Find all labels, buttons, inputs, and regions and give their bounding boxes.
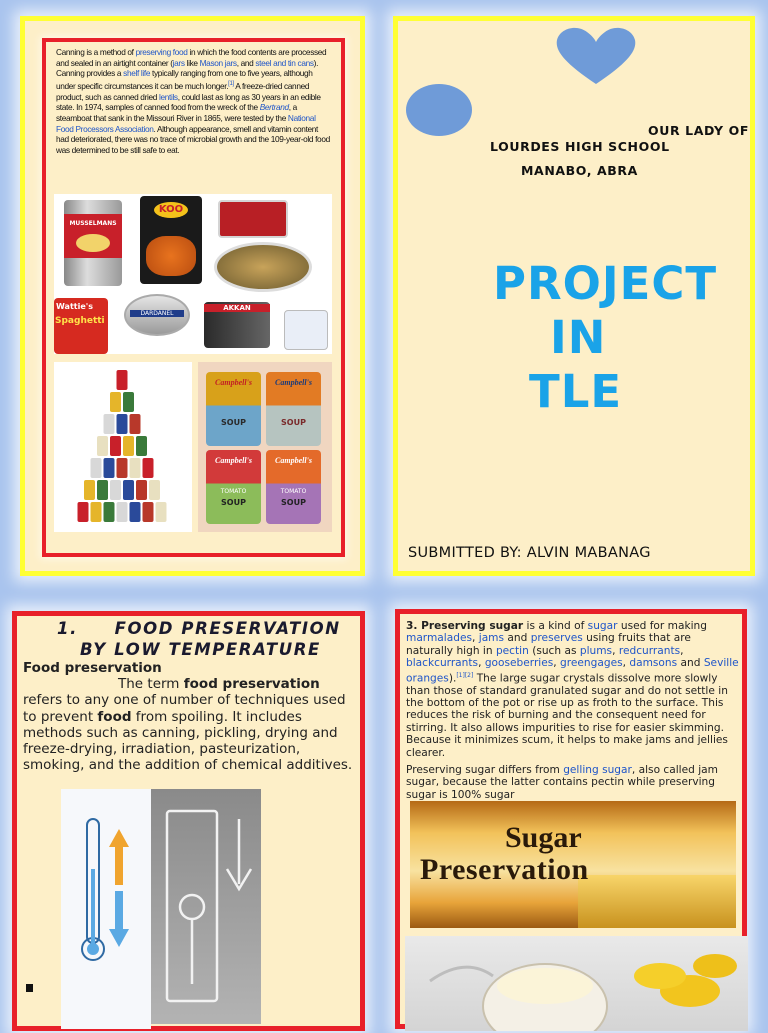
sugar-title-line2: Preservation [420,853,589,886]
school-name-line2: LOURDES HIGH SCHOOL [490,139,670,154]
stacked-can [123,392,134,412]
text: Preserving sugar differs from [406,764,564,776]
text: from spoiling. It includes methods such as canning, pickling, drying and freeze-drying, irradiation, pasteurization, smoking, and the addition of chemical additives. [23,708,353,774]
stacked-can [136,480,147,500]
submitted-by: SUBMITTED BY: ALVIN MABANAG [408,545,651,561]
title-project: PROJECT [493,257,718,310]
soup-label: SOUP [281,498,306,507]
text: , [553,657,561,670]
can-stack-drawing [54,362,192,532]
text: (such as [528,644,580,657]
text: , [478,657,485,670]
stacked-can [91,458,102,478]
section-heading-line2: BY LOW TEMPERATURE [80,640,321,659]
stacked-can [149,480,160,500]
link-preserves[interactable]: preserves [530,632,583,645]
stacked-can [91,502,102,522]
link-plums[interactable]: plums [579,644,613,657]
stacked-can [110,436,121,456]
text: , and [236,57,256,68]
text: typically ranging from one to five years, although under specific circumstances it can be much longer. [56,68,313,91]
text: , could last as long as 30 years in an edible state. In 1974, samples of canned food from the wreck of the [56,91,321,113]
text: used for making [617,620,707,632]
title-in: IN [550,311,607,364]
text: in which the food contents are processed and sealed in an airtight container ( [56,47,327,68]
koo-label: KOO [154,202,188,218]
link-greengages[interactable]: greengages [560,657,623,670]
reference-1[interactable]: [1] [228,81,234,88]
link-nfpa[interactable]: National Food Processors Association [56,112,316,134]
school-name-line1: OUR LADY OF [648,123,750,138]
text: refers to any one of number of techniques used to prevent [23,692,346,725]
subheading: Food preservation [23,660,162,676]
link-blackcurrants[interactable]: blackcurrants [406,657,479,670]
stacked-can [97,436,108,456]
akkan-can [204,302,270,348]
title-tle: TLE [529,365,623,418]
stacked-can [130,502,141,522]
stacked-can [104,458,115,478]
text: and [504,632,531,645]
link-steel-tin-cans[interactable]: steel and tin cans [255,57,314,68]
stacked-can [156,502,167,522]
stacked-can [117,502,128,522]
text: like [184,57,200,68]
bold-term: food preservation [183,676,320,693]
page-low-temperature [12,611,365,1031]
link-damsons[interactable]: damsons [629,657,678,670]
food-preservation-text [23,660,353,773]
link-jams[interactable]: jams [478,632,505,645]
link-seville-oranges[interactable]: Seville oranges [406,657,739,685]
akkan-label: AKKAN [204,304,270,312]
text: , a steamboat that sank in the Missouri River in 1865, were tested by the [56,102,297,123]
stacked-can [104,502,115,522]
text: ). [448,672,457,685]
stacked-can [117,370,128,390]
text: , [680,644,684,657]
tomato-label: TOMATO [280,488,307,495]
link-jars[interactable]: jars [172,57,185,68]
stacked-can [130,458,141,478]
text: Canning is a method of [56,47,136,57]
text: , [622,657,630,670]
oval-fish-can [214,242,312,292]
section-heading-line1: 1. FOOD PRESERVATION [57,619,341,638]
sugar-preservation-image [410,801,736,928]
sardine-can [218,200,288,238]
text: The term [118,676,184,693]
text: The large sugar crystals dissolve more slowly than those of standard granulated sugar and do not settle in the bottom of the pot or rise up as froth to the surface. This reduces the risk of burning and the consequent need for stirring. It also allows impurities to rise for easier skimming. Because it minimizes scum, it helps to make jams and jellies clearer. [406,672,728,759]
stacked-can [136,436,147,456]
thermometer-icon [61,789,151,1029]
campbells-label: Campbell's [215,378,252,387]
text: and [677,657,704,670]
campbells-can-1 [206,372,261,446]
text: . Although appearance, smell and vitamin content had deteriorated, there was no trace of microbial growth and the 109-year-old food was determined to be still safe to eat. [56,123,330,156]
reference-1-2[interactable]: [1][2] [456,671,474,679]
campbells-label: Campbell's [215,456,252,465]
musselmans-can [64,200,122,286]
campbells-soup-image [198,362,332,532]
school-address: MANABO, ABRA [521,163,638,178]
page-cover [393,16,755,576]
stacked-can [143,502,154,522]
paragraph-2 [406,764,740,801]
small-box [284,310,328,350]
stacked-can [110,480,121,500]
link-redcurrants[interactable]: redcurrants [618,644,681,657]
watties-label: Wattie's [56,302,93,311]
soup-label: SOUP [281,418,306,427]
campbells-label: Campbell's [275,456,312,465]
bullet-square [26,984,33,992]
link-lentils[interactable]: lentils [158,91,178,102]
can-stack-image [54,362,192,532]
dardanel-label: DARDANEL [130,310,184,317]
heart-icon [555,26,637,88]
canning-paragraph [56,47,331,156]
stacked-can [78,502,89,522]
musselmans-label: MUSSELMANS [69,220,117,227]
bold-term: 3. Preserving sugar [406,620,524,632]
link-shelf-life[interactable]: shelf life [123,68,151,79]
soup-label: SOUP [221,418,246,427]
watties-can [54,298,108,354]
page-canning [20,16,365,576]
page-preserving-sugar [395,609,747,1029]
koo-can [140,196,202,284]
paragraph-1 [406,620,740,759]
campbells-can-4 [266,450,321,524]
campbells-can-2 [266,372,321,446]
link-pectin[interactable]: pectin [495,644,529,657]
stacked-can [104,414,115,434]
text: using fruits that are naturally high in [406,632,691,657]
text: , [472,632,479,645]
campbells-can-3 [206,450,261,524]
canning-frame [42,38,345,557]
stacked-can [97,480,108,500]
canned-goods-image [54,194,332,354]
stacked-can [130,414,141,434]
spoon-arrow-icon [151,789,261,1024]
text: A freeze-dried canned product, such as canned dried [56,80,310,102]
honey-jar [578,875,736,928]
soup-label: SOUP [221,498,246,507]
link-preserving-food[interactable]: preserving food [135,47,188,57]
stacked-can [117,414,128,434]
stacked-can [110,392,121,412]
sugar-lemons-image [405,936,748,1031]
campbells-label: Campbell's [275,378,312,387]
link-bertrand[interactable]: Bertrand [259,102,289,113]
stacked-can [123,480,134,500]
text: is a kind of [523,620,588,632]
sugar-title-line1: Sugar [505,821,582,854]
thermometer-image [61,789,151,1029]
link-sugar[interactable]: sugar [587,620,618,632]
circle-shape [406,84,472,136]
tomato-label: TOMATO [220,488,247,495]
text: , also called jam sugar, because the latter contains pectin while preserving sugar is 100% sugar [406,764,718,801]
link-mason-jars[interactable]: Mason jars [199,57,237,68]
stacked-can [84,480,95,500]
link-marmalades[interactable]: marmalades [406,632,472,645]
spaghetti-label: Spaghetti [55,316,105,326]
sugar-bowl-drawing [405,936,748,1031]
link-gelling-sugar[interactable]: gelling sugar [563,764,632,776]
link-gooseberries[interactable]: gooseberries [484,657,554,670]
text: , [612,644,619,657]
bold-term: food [97,708,132,725]
stacked-can [143,458,154,478]
stacked-can [123,436,134,456]
text: ). Canning provides a [56,57,319,79]
stacked-can [117,458,128,478]
cold-storage-image [151,789,261,1024]
preserving-sugar-text [406,620,740,806]
dardanel-can [124,294,190,336]
